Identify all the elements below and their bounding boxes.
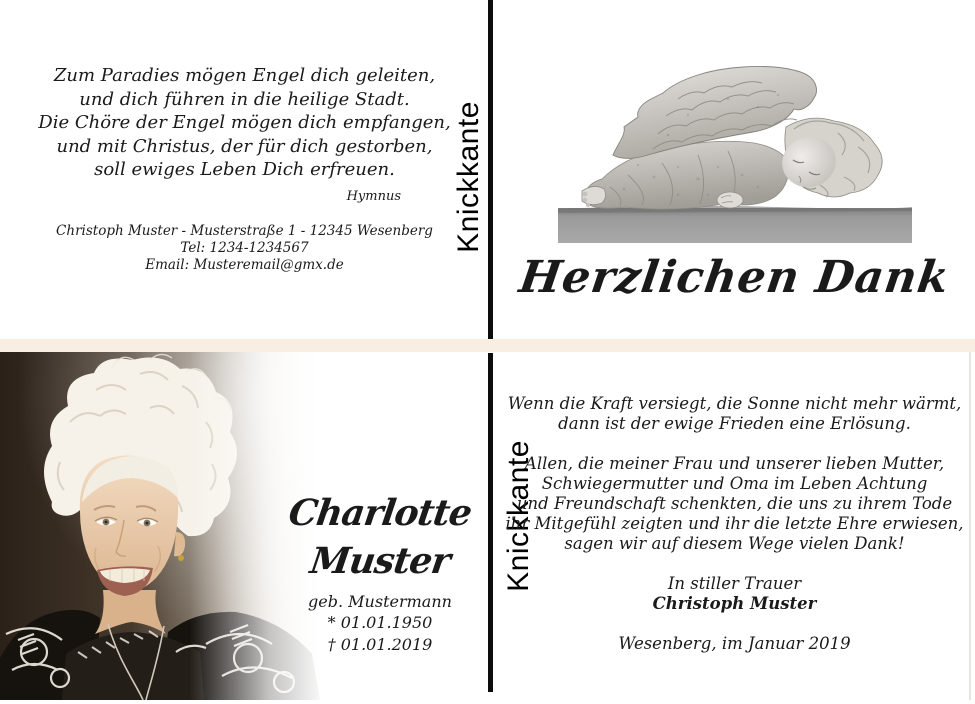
fold-line-bottom xyxy=(488,353,493,692)
card-edge-line xyxy=(969,352,971,700)
poem-line: Zum Paradies mögen Engel dich geleiten, xyxy=(53,65,436,86)
angel-statue-photo xyxy=(558,55,912,243)
condolence-text-block xyxy=(494,394,975,654)
thanks-line: sagen wir auf diesem Wege vielen Dank! xyxy=(564,534,905,553)
thanks-line: und Freundschaft schenkten, die uns zu ihrem Tode xyxy=(516,494,953,513)
thanks-title: Herzlichen Dank xyxy=(516,252,953,303)
contact-phone: Tel: 1234-1234567 xyxy=(180,240,309,256)
poem-line: Die Chöre der Engel mögen dich empfangen, xyxy=(38,112,451,133)
death-date: † 01.01.2019 xyxy=(327,634,433,654)
contact-address: Christoph Muster - Musterstraße 1 - 12345 Wesenberg xyxy=(56,223,433,239)
maiden-name: geb. Mustermann xyxy=(308,592,452,611)
poem-line: soll ewiges Leben Dich erfreuen. xyxy=(94,159,395,180)
fold-label-top: Knickkante xyxy=(452,101,485,253)
mourner-name: Christoph Muster xyxy=(652,594,817,613)
divider-band xyxy=(0,339,975,352)
contact-block xyxy=(0,223,489,274)
poem-line: und dich führen in die heilige Stadt. xyxy=(79,88,410,110)
poem-line: und mit Christus, der für dich gestorben, xyxy=(56,135,433,157)
sleeping-angel-illustration xyxy=(558,55,912,243)
birth-date: * 01.01.1950 xyxy=(327,613,433,632)
poem-block xyxy=(0,64,489,208)
thanks-line: ihr Mitgefühl zeigten und ihr die letzte Ehre erwiesen, xyxy=(505,514,964,533)
place-date: Wesenberg, im Januar 2019 xyxy=(618,634,851,653)
poem-attribution: Hymnus xyxy=(346,188,401,204)
fold-label-bottom: Knickkante xyxy=(502,440,535,592)
thanks-paragraph xyxy=(494,454,975,554)
deceased-name-block xyxy=(280,489,480,655)
deceased-last-name: Muster xyxy=(307,540,453,582)
verse-paragraph xyxy=(494,394,975,434)
deceased-first-name: Charlotte xyxy=(286,492,474,534)
mourning-line: In stiller Trauer xyxy=(667,574,802,593)
verse-line: dann ist der ewige Frieden eine Erlösung. xyxy=(558,414,911,433)
contact-email: Email: Musteremail@gmx.de xyxy=(145,257,344,273)
thanks-line: Schwiegermutter und Oma im Leben Achtung xyxy=(541,474,928,493)
verse-line: Wenn die Kraft versiegt, die Sonne nicht mehr wärmt, xyxy=(507,394,962,413)
thanks-line: Allen, die meiner Frau und unserer lieben Mutter, xyxy=(524,454,945,473)
